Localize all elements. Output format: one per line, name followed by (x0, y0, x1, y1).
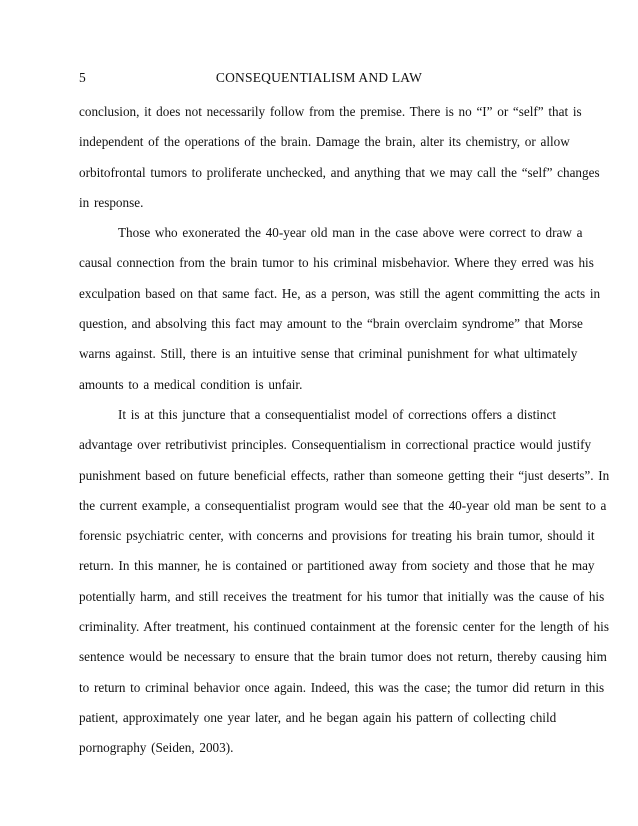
text-line: conclusion, it does not necessarily follow from the premise. There is no “I” or “self” that is (79, 104, 582, 119)
text-line: independent of the operations of the brain. Damage the brain, alter its chemistry, or allow (79, 134, 570, 150)
text-line: punishment based on future beneficial effects, rather than someone getting their “just deserts”. In (79, 467, 610, 483)
running-head: CONSEQUENTIALISM AND LAW (215, 70, 423, 85)
page-header (79, 70, 559, 90)
text-line: amounts to a medical condition is unfair. (79, 376, 303, 392)
text-line: pornography (Seiden, 2003). (79, 740, 234, 756)
text-line: potentially harm, and still receives the treatment for his tumor that initially was the cause of his (79, 588, 605, 604)
text-line: patient, approximately one year later, and he began again his pattern of collecting child (79, 709, 557, 725)
text-line: warns against. Still, there is an intuitive sense that criminal punishment for what ultimately (79, 346, 578, 362)
text-line: the current example, a consequentialist program would see that the 40-year old man be sent to a (79, 497, 607, 513)
body-text (79, 97, 610, 764)
text-line: It is at this juncture that a consequentialist model of corrections offers a distinct (118, 406, 557, 422)
text-line: sentence would be necessary to ensure that the brain tumor does not return, thereby causing him (79, 649, 607, 665)
text-line: exculpation based on that same fact. He, as a person, was still the agent committing the acts in (79, 285, 601, 301)
text-line: in response. (79, 194, 144, 210)
text-line: Those who exonerated the 40-year old man in the case above were correct to draw a (118, 225, 583, 241)
text-line: question, and absolving this fact may amount to the “brain overclaim syndrome” that Morse (79, 316, 583, 332)
text-line: to return to criminal behavior once again. Indeed, this was the case; the tumor did return in this (79, 679, 605, 695)
text-line: criminality. After treatment, his continued containment at the forensic center for the length of his (79, 619, 609, 635)
text-line: causal connection from the brain tumor to his criminal misbehavior. Where they erred was his (79, 255, 594, 271)
text-line: return. In this manner, he is contained or partitioned away from society and those that he may (79, 558, 595, 574)
page-number: 5 (79, 70, 86, 85)
text-line: forensic psychiatric center, with concerns and provisions for treating his brain tumor, should it (79, 528, 595, 544)
text-line: orbitofrontal tumors to proliferate unchecked, and anything that we may call the “self” changes (79, 164, 600, 180)
text-line: advantage over retributivist principles. Consequentialism in correctional practice would justify (79, 437, 592, 453)
